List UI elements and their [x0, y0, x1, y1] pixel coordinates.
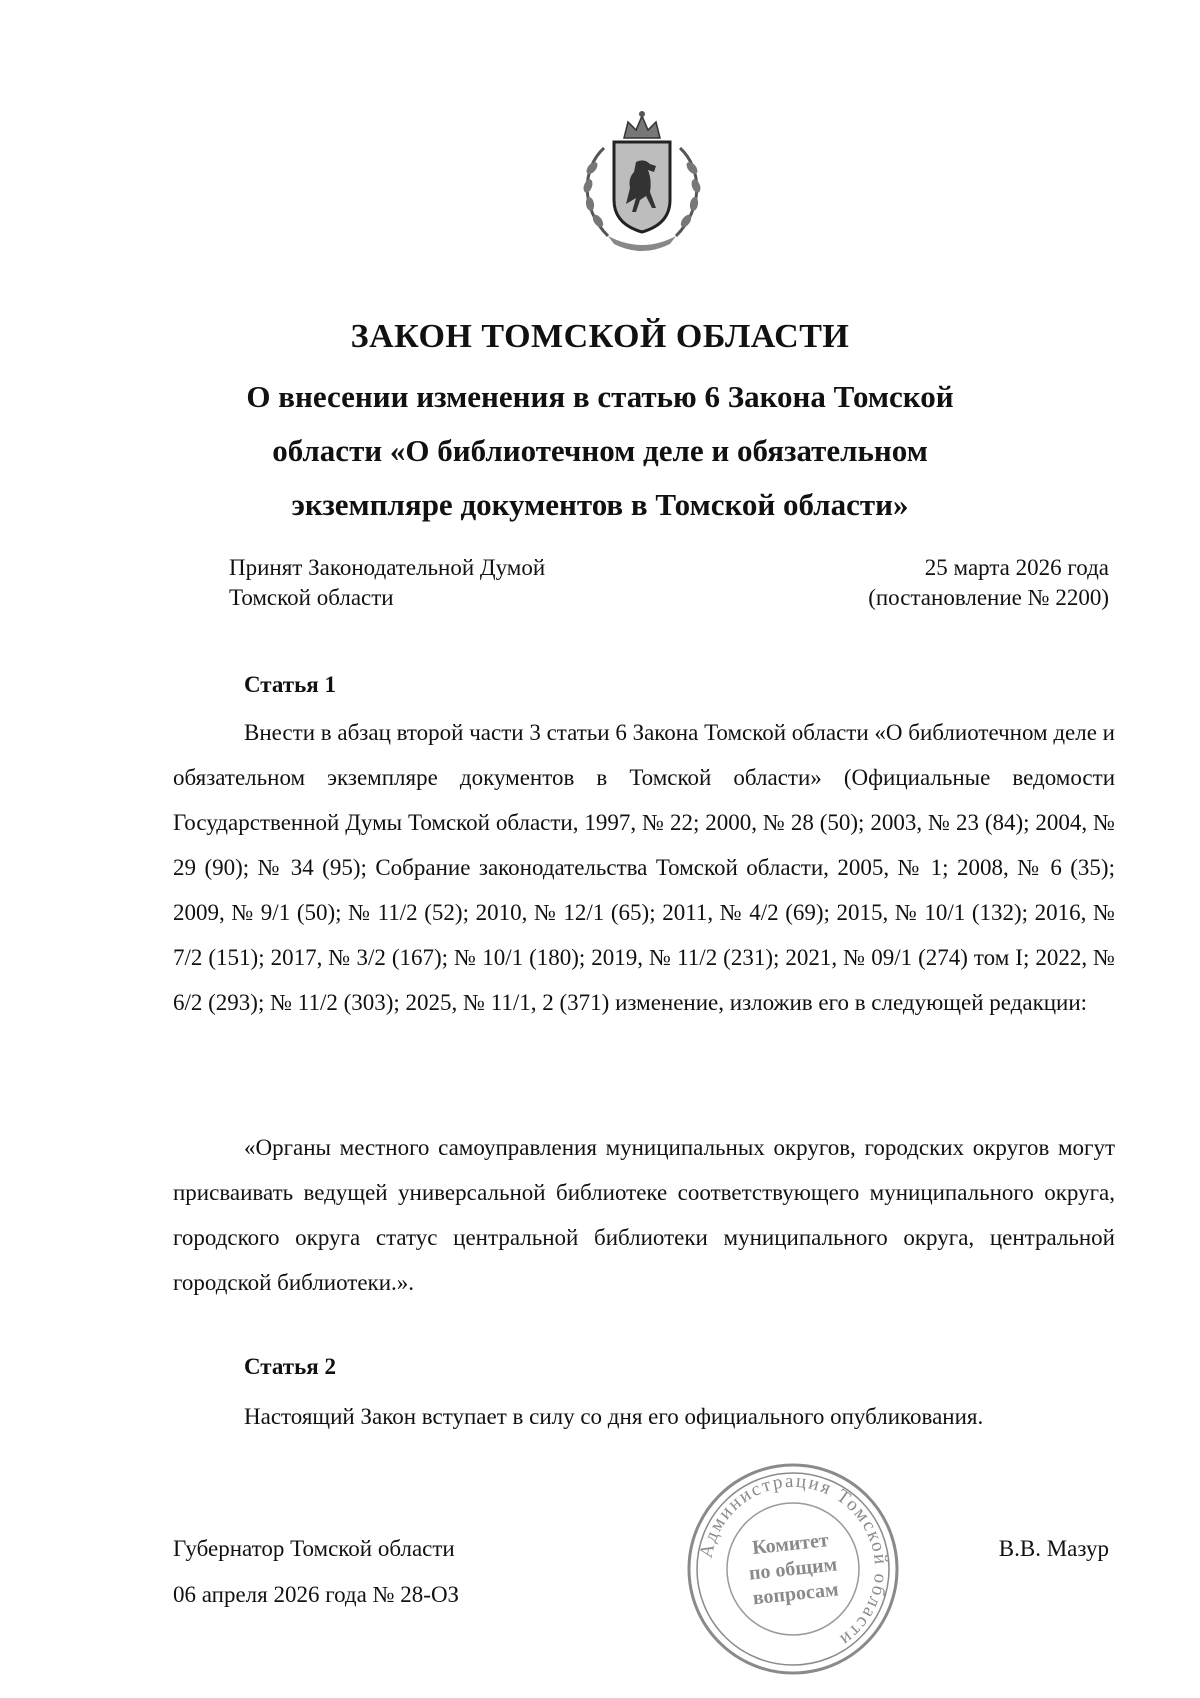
stamp-center-line: Комитет [751, 1529, 830, 1560]
article-1-paragraph-2: «Органы местного самоуправления муниципальных округов, городских округов могут присваивать ведущей универсальной библиотеке соответствующего муниципального округа, городского округа статус центральной библиотеки муниципального округа, центральной городской библиотеки.». [173, 1135, 1115, 1295]
law-subtitle-line: экземпляре документов в Томской области» [291, 487, 909, 522]
article-1-heading: Статья 1 [244, 672, 336, 697]
official-stamp [682, 1458, 904, 1680]
law-title: ЗАКОН ТОМСКОЙ ОБЛАСТИ [350, 318, 850, 355]
adoption-date: 25 марта 2026 года [924, 555, 1109, 580]
signatory-position: Губернатор Томской области [173, 1536, 455, 1561]
adoption-resolution: (постановление № 2200) [868, 585, 1109, 610]
stamp-center-line: по общим [747, 1553, 839, 1585]
signatory-name: В.В. Мазур [998, 1536, 1109, 1561]
article-1-paragraph-1: Внести в абзац второй части 3 статьи 6 Закона Томской области «О библиотечном деле и обязательном экземпляре документов в Томской области» (Официальные ведомости Государственной Думы Томской области, 1997, № 22; 2000, № 28 (50); 2003, № 23 (84); 2004, № 29 (90); № 34 (95); Собрание законодательства Томской области, 2005, № 1; 2008, № 6 (35); 2009, № 9/1 (50); № 11/2 (52); 2010, № 12/1 (65); 2011, № 4/2 (69); 2015, № 10/1 (132); 2016, № 7/2 (151); 2017, № 3/2 (167); № 10/1 (180); 2019, № 11/2 (231); 2021, № 09/1 (274) том I; 2022, № 6/2 (293); № 11/2 (303); 2025, № 11/1, 2 (371) изменение, изложив его в следующей редакции: [173, 720, 1115, 1015]
adoption-body-line: Томской области [229, 585, 394, 610]
law-date-number: 06 апреля 2026 года № 28-ОЗ [173, 1582, 460, 1607]
stamp-ring-text: Администрация Томской области [695, 1470, 892, 1651]
article-2-heading: Статья 2 [244, 1354, 336, 1379]
law-subtitle [100, 370, 1100, 532]
stamp-center-line: вопросам [751, 1578, 840, 1610]
adoption-body-line: Принят Законодательной Думой [229, 555, 546, 580]
law-subtitle-line: О внесении изменения в статью 6 Закона Томской [246, 379, 954, 414]
law-subtitle-line: области «О библиотечном деле и обязательном [272, 433, 928, 468]
coat-of-arms-icon [574, 108, 710, 256]
adoption-body [229, 553, 545, 613]
article-2-paragraph: Настоящий Закон вступает в силу со дня его официального опубликования. [244, 1404, 984, 1429]
adoption-date-block [868, 553, 1109, 613]
